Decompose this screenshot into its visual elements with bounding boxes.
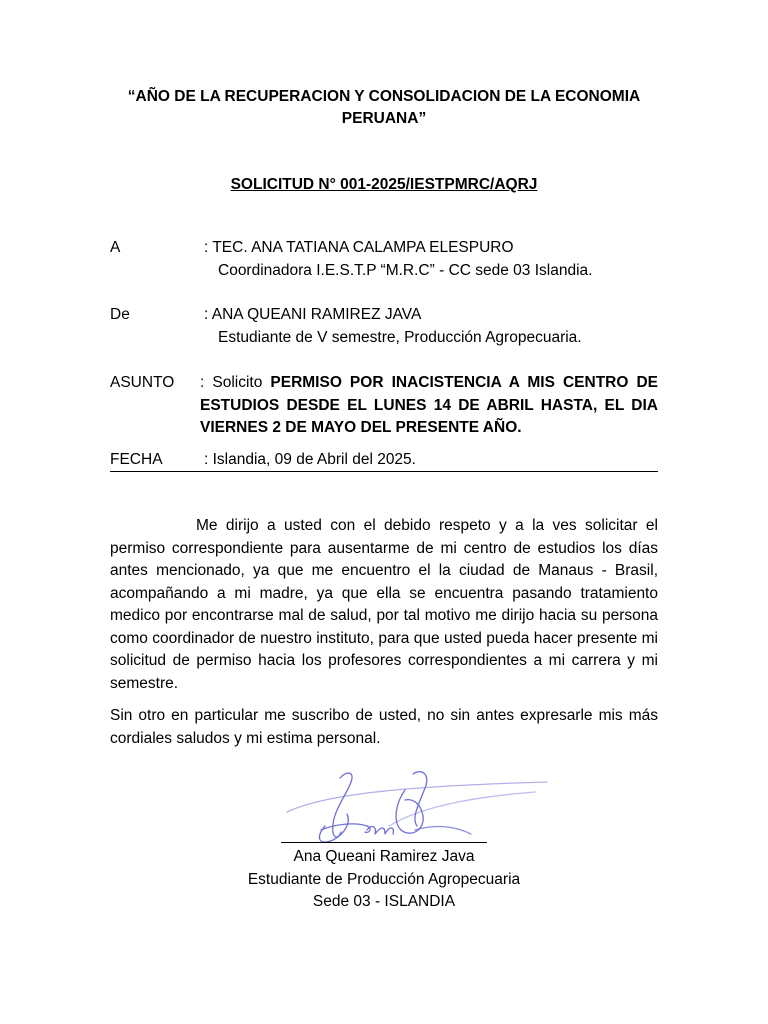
subject-text xyxy=(200,372,658,440)
date-label: FECHA xyxy=(110,451,163,468)
signer-name: Ana Queani Ramirez Java xyxy=(293,848,475,865)
sender-name: : ANA QUEANI RAMIREZ JAVA xyxy=(204,306,422,323)
body-paragraph-2: Sin otro en particular me suscribo de usted, no sin antes expresarle mis más cordiales saludos y mi estima personal. xyxy=(110,707,658,747)
heading-line-2: PERUANA” xyxy=(341,110,427,127)
signer-campus: Sede 03 - ISLANDIA xyxy=(312,893,456,910)
subject-label: ASUNTO xyxy=(110,374,175,391)
document-heading xyxy=(110,86,658,130)
date-value: : Islandia, 09 de Abril del 2025. xyxy=(204,451,416,468)
sender-label: De xyxy=(110,306,130,323)
subject-bold: PERMISO POR INACISTENCIA A MIS CENTRO DE ESTUDIOS DESDE EL LUNES 14 DE ABRIL HASTA, EL DIA VIERNES 2 DE MAYO DEL PRESENTE AÑO. xyxy=(200,374,659,436)
sender-role: Estudiante de V semestre, Producción Agropecuaria. xyxy=(218,329,582,346)
signature-block xyxy=(110,846,658,914)
recipient-name: : TEC. ANA TATIANA CALAMPA ELESPURO xyxy=(204,239,514,256)
signer-title: Estudiante de Producción Agropecuaria xyxy=(247,870,521,888)
heading-line-1: “AÑO DE LA RECUPERACION Y CONSOLIDACION DE LA ECONOMIA xyxy=(127,88,641,105)
recipient-role: Coordinadora I.E.S.T.P “M.R.C” - CC sede 03 Islandia. xyxy=(218,262,593,279)
subject-prefix: : Solicito xyxy=(200,374,271,391)
request-number: SOLICITUD N° 001-2025/IESTPMRC/AQRJ xyxy=(230,176,538,193)
body-paragraph-1: Me dirijo a usted con el debido respeto y a la ves solicitar el permiso correspondiente para ausentarme de mi centro de estudios los días antes mencionado, ya que me encuentro el la ciudad de Manaus - Brasil, acompañando a mi madre, ya que ella se encuentra pasando tratamiento medico por encontrarse mal de salud, por tal motivo me dirijo hacia su persona como coordinador de nuestro instituto, para que usted pueda hacer presente mi solicitud de permiso hacia los profesores correspondientes a mi carrera y mi semestre. xyxy=(110,517,658,692)
recipient-label: A xyxy=(110,239,121,256)
header-divider xyxy=(110,471,658,472)
signature-line xyxy=(281,842,487,843)
